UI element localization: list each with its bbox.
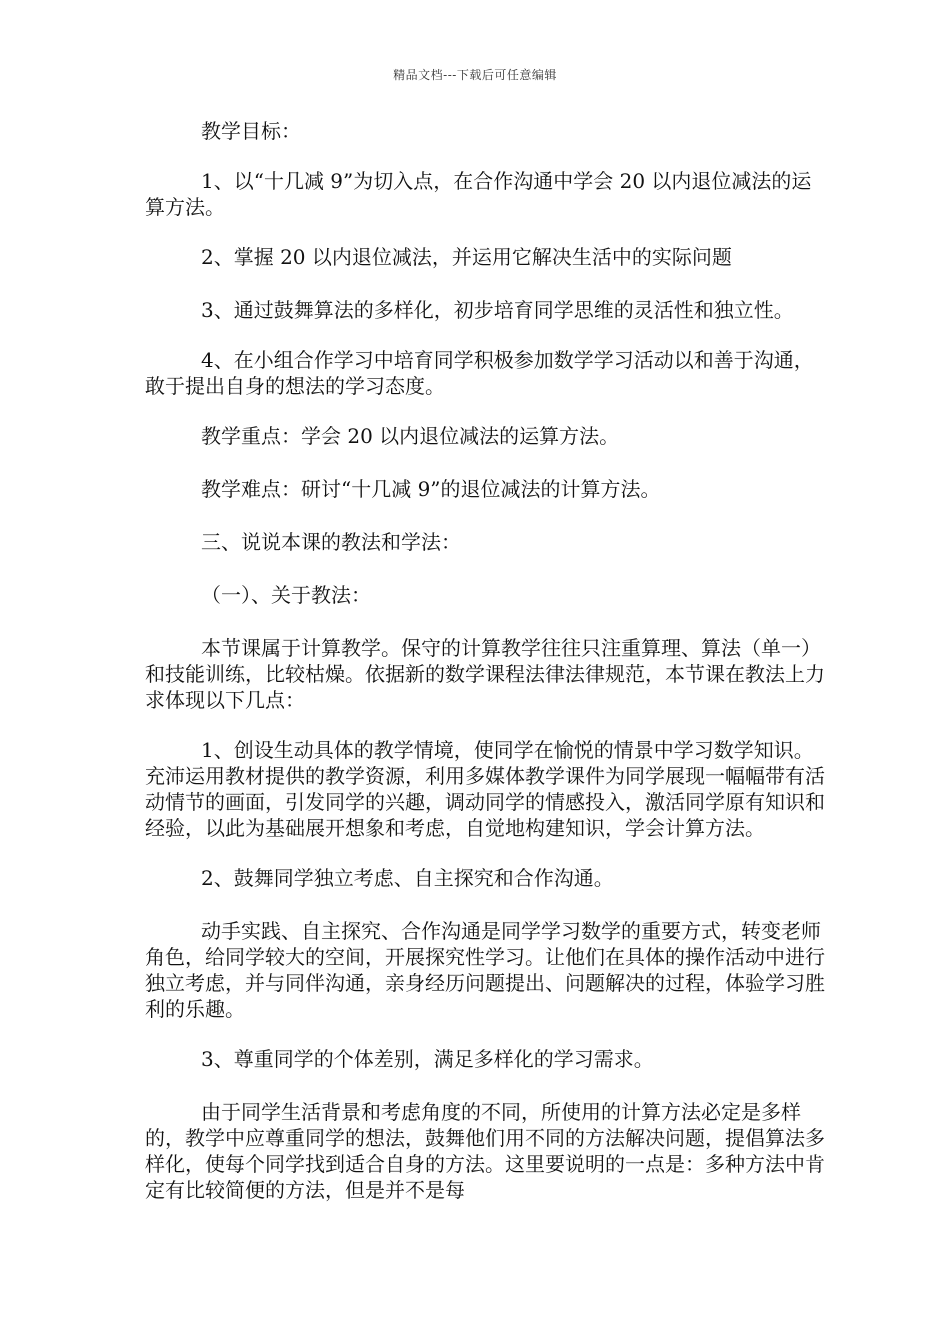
paragraph: 教学难点：研讨“十几减 9”的退位减法的计算方法。	[201, 477, 661, 501]
paragraph: 动手实践、自主探究、合作沟通是同学学习数学的重要方式，转变老师角色，给同学较大的空间，开展探究性学习。让他们在具体的操作活动中进行独立考虑，并与同伴沟通，亲身经历问题提出、问题解决的过程，体验学习胜利的乐趣。	[145, 919, 825, 1021]
paragraph: 教学重点：学会 20 以内退位减法的运算方法。	[201, 424, 620, 448]
paragraph: 1、创设生动具体的教学情境，使同学在愉悦的情景中学习数学知识。充沛运用教材提供的教学资源，利用多媒体教学课件为同学展现一幅幅带有活动情节的画面，引发同学的兴趣，调动同学的情感投入，激活同学原有知识和经验，以此为基础展开想象和考虑，自觉地构建知识，学会计算方法。	[145, 738, 825, 840]
header-watermark: 精品文档---下载后可任意编辑	[393, 68, 557, 82]
paragraph: 三、说说本课的教法和学法：	[201, 530, 461, 554]
paragraph: （一）、关于教法：	[201, 583, 371, 607]
paragraph: 2、掌握 20 以内退位减法，并运用它解决生活中的实际问题	[201, 245, 732, 269]
paragraph: 3、通过鼓舞算法的多样化，初步培育同学思维的灵活性和独立性。	[201, 298, 794, 322]
paragraph: 2、鼓舞同学独立考虑、自主探究和合作沟通。	[201, 866, 614, 890]
paragraph: 1、以“十几减 9”为切入点，在合作沟通中学会 20 以内退位减法的运算方法。	[145, 169, 812, 219]
paragraph: 3、尊重同学的个体差别，满足多样化的学习需求。	[201, 1047, 654, 1071]
paragraph: 本节课属于计算教学。保守的计算教学往往只注重算理、算法（单一）和技能训练，比较枯燥。依据新的数学课程法律法律规范，本节课在教法上力求体现以下几点：	[145, 636, 825, 712]
document-body	[145, 118, 825, 1227]
paragraph: 4、在小组合作学习中培育同学积极参加数学学习活动以和善于沟通，敢于提出自身的想法的学习态度。	[145, 348, 814, 398]
paragraph: 由于同学生活背景和考虑角度的不同，所使用的计算方法必定是多样的，教学中应尊重同学的想法，鼓舞他们用不同的方法解决问题，提倡算法多样化，使每个同学找到适合自身的方法。这里要说明的一点是：多种方法中肯定有比较简便的方法，但是并不是每	[145, 1100, 825, 1202]
paragraph: 教学目标：	[201, 119, 301, 143]
